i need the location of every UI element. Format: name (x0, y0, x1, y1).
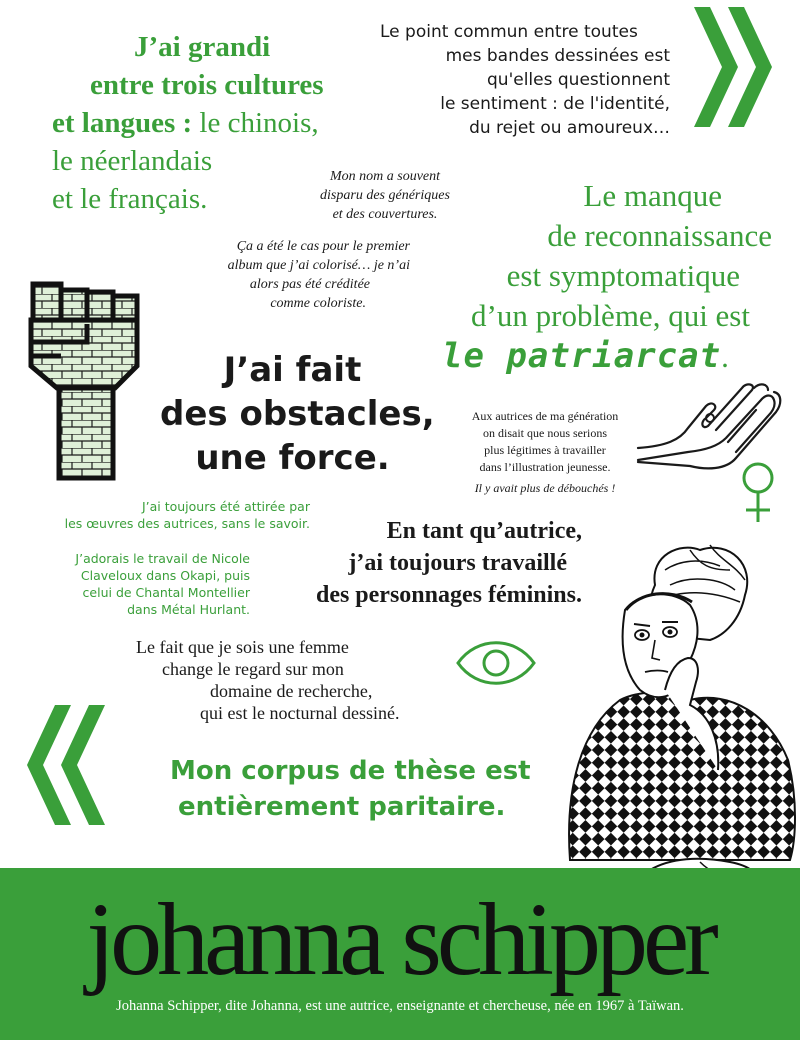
quote-line: alors pas été créditée (249, 277, 370, 292)
quote-line: qu'elles questionnent (487, 70, 670, 90)
quote-corpus (170, 753, 530, 825)
quote-line: d’un problème, qui est (471, 298, 750, 333)
quote-line: des personnages féminins. (315, 582, 582, 608)
quote-line: le néerlandais (52, 145, 213, 177)
quote-line: le sentiment : de l'identité, (440, 94, 670, 114)
artist-bio: Johanna Schipper, dite Johanna, est une autrice, enseignante et chercheuse, née en 1967 à Taïwan. (116, 998, 684, 1014)
quote-autrice (262, 515, 582, 611)
quote-line: du rejet ou amoureux… (469, 118, 670, 138)
quote-line: dans Métal Hurlant. (127, 602, 250, 617)
quote-obstacles (160, 348, 435, 480)
quote-line: mes bandes dessinées est (445, 46, 670, 66)
quote-line: est symptomatique (506, 258, 740, 293)
portrait-illustration (560, 540, 800, 900)
quote-line: et des couvertures. (332, 207, 438, 222)
quote-line: J’ai grandi (134, 31, 271, 63)
quote-line: celui de Chantal Montellier (82, 585, 250, 600)
quote-line: J’adorais le travail de Nicole (75, 551, 250, 566)
quote-line: une force. (195, 438, 390, 478)
quote-point-commun (380, 20, 670, 140)
quote-line: Le manque (583, 178, 722, 213)
quote-line: Le point commun entre toutes (380, 22, 638, 42)
quote-line: qui est le nocturnal dessiné. (200, 703, 400, 723)
quote-line: . (721, 339, 729, 374)
fist-icon (27, 280, 142, 485)
quote-generation (420, 408, 670, 497)
quote-line: les œuvres des autrices, sans le savoir. (64, 516, 310, 531)
quote-line: on disait que nous serions (483, 426, 607, 440)
quote-line: Claveloux dans Okapi, puis (80, 568, 250, 583)
quote-line: plus légitimes à travailler (484, 443, 606, 457)
quote-line: disparu des génériques (320, 188, 450, 203)
quote-line: Ça a été le cas pour le premier (236, 239, 410, 254)
quote-line: des obstacles, (160, 394, 435, 434)
quote-line: comme coloriste. (270, 296, 366, 311)
quote-highlight-patriarcat: le patriarcat (442, 336, 722, 376)
quote-line: Le fait que je sois une femme (136, 637, 349, 657)
quote-femme (130, 636, 480, 724)
quote-line: En tant qu’autrice, (386, 518, 582, 544)
quote-line: domaine de recherche, (210, 681, 373, 701)
quote-line: et le français. (52, 183, 208, 215)
quote-line: J’ai fait (223, 350, 362, 390)
quote-line: Il y avait plus de débouchés ! (474, 481, 616, 495)
quote-line: change le regard sur mon (162, 659, 344, 679)
quote-line: Mon corpus de thèse est (170, 756, 531, 786)
quote-line: entièrement paritaire. (178, 792, 506, 822)
quote-line: J’ai toujours été attirée par (141, 499, 310, 514)
quote-line: et langues : (52, 107, 193, 139)
chevron-right-quote-icon (690, 5, 780, 130)
quote-line: de reconnaissance (547, 218, 772, 253)
quote-premier-album (140, 237, 410, 313)
quote-line: entre trois cultures (90, 69, 324, 101)
female-symbol-icon (738, 460, 778, 525)
artist-name: johanna schipper (86, 882, 714, 997)
quote-reconnaissance (400, 176, 772, 377)
quote-line: j’ai toujours travaillé (348, 550, 567, 576)
quote-line: Aux autrices de ma génération (471, 409, 619, 423)
quote-claveloux (40, 550, 250, 618)
quote-line: album que j’ai colorisé… je n’ai (227, 258, 410, 273)
quote-line: Mon nom a souvent (329, 169, 441, 184)
chevron-left-quote-icon (25, 703, 115, 828)
quote-line: dans l’illustration jeunesse. (479, 460, 611, 474)
quote-line: le chinois, (192, 107, 319, 139)
